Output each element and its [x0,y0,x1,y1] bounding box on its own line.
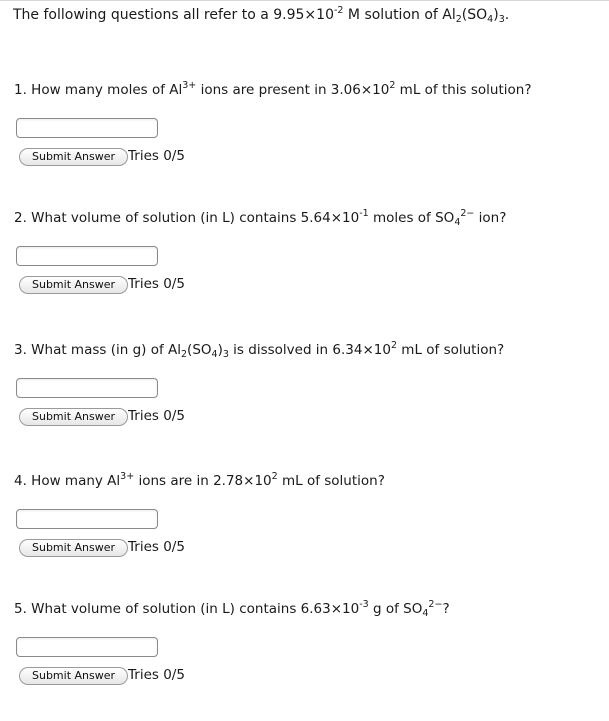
question-1 [14,82,604,202]
question-5 [14,601,604,721]
question-5-text: 5. What volume of solution (in L) contains $6.63\times 10^{-3}$ g of $SO_4^{2-}$? [14,599,450,619]
question-3-text: 3. What mass (in g) of $Al_2(SO_4)_3$ is dissolved in $6.34\times 10^2$ mL of solution? [14,340,505,360]
answer-input-3[interactable] [16,378,158,398]
tries-counter-4: Tries 0/5 [128,539,185,555]
answer-input-1[interactable] [16,118,158,138]
answer-input-5[interactable] [16,637,158,657]
submit-answer-button-1[interactable]: Submit Answer [19,148,128,166]
submit-answer-button-3[interactable]: Submit Answer [19,408,128,426]
tries-counter-2: Tries 0/5 [128,276,185,292]
tries-counter-1: Tries 0/5 [128,148,185,164]
question-4-text: 4. How many $Al^{3+}$ ions are in $2.78\times 10^2$ mL of solution? [14,471,385,489]
intro-text: The following questions all refer to a $9.95\times 10^{-2}$ M solution of $Al_2(SO_4)_3$. [13,5,510,25]
submit-answer-button-4[interactable]: Submit Answer [19,539,128,557]
submit-answer-button-5[interactable]: Submit Answer [19,667,128,685]
question-4 [14,473,604,593]
question-3 [14,342,604,462]
question-1-text: 1. How many moles of $Al^{3+}$ ions are present in $3.06\times 10^2$ mL of this solution? [14,80,532,98]
tries-counter-3: Tries 0/5 [128,408,185,424]
answer-input-2[interactable] [16,246,158,266]
top-divider [0,0,609,1]
submit-answer-button-2[interactable]: Submit Answer [19,276,128,294]
question-2 [14,210,604,330]
answer-input-4[interactable] [16,509,158,529]
tries-counter-5: Tries 0/5 [128,667,185,683]
question-2-text: 2. What volume of solution (in L) contains $5.64\times 10^{-1}$ moles of $SO_4^{2-}$ ion? [14,208,507,228]
